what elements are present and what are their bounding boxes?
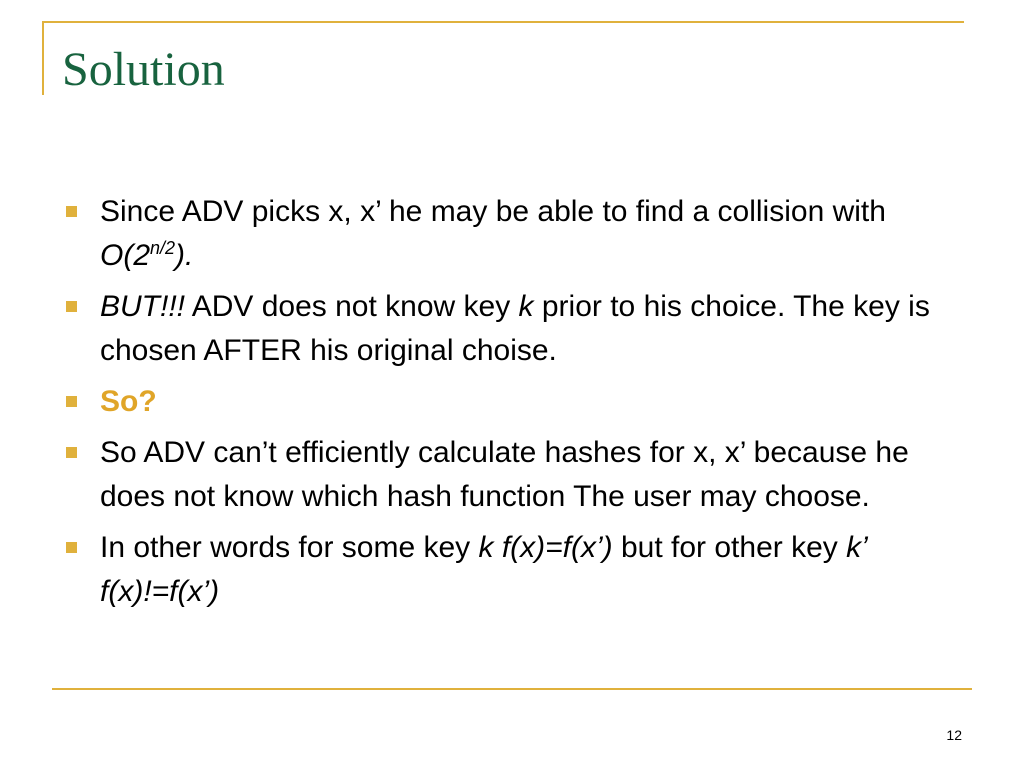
text-run: prior to his choice. The key is chosen AFTER his original choise.	[100, 290, 939, 367]
footer-rule	[52, 688, 972, 690]
slide-title: Solution	[62, 43, 225, 96]
square-bullet-icon	[66, 542, 77, 553]
text-run-italic: k	[518, 290, 534, 323]
title-frame-left-rule	[42, 21, 44, 95]
square-bullet-icon	[66, 206, 77, 217]
bullet-item	[62, 380, 962, 424]
bullet-text	[100, 195, 894, 272]
text-run: but for other key	[612, 531, 847, 564]
title-frame-top-rule	[42, 21, 964, 23]
bullet-text	[100, 290, 938, 367]
bullet-item	[62, 526, 962, 614]
text-run: So ADV can’t efficiently calculate hashes for x, x’ because he does not know which hash function The user may choose.	[100, 436, 918, 513]
text-run-italic: O(2	[100, 239, 151, 272]
bullet-list	[62, 190, 962, 621]
page-number: 12	[946, 727, 962, 743]
text-run: In other words for some key	[100, 531, 479, 564]
text-run-italic: BUT!!!	[100, 290, 186, 323]
text-run: Since ADV picks x, x’ he may be able to find a collision with	[100, 195, 895, 228]
superscript-run: n/2	[150, 238, 176, 258]
bullet-item	[62, 431, 962, 519]
square-bullet-icon	[66, 447, 77, 458]
square-bullet-icon	[66, 396, 77, 407]
text-run-italic: k f(x)=f(x’)	[478, 531, 613, 564]
text-run-italic: ).	[175, 239, 194, 272]
square-bullet-icon	[66, 301, 77, 312]
bullet-text	[100, 436, 917, 513]
emphasis-run: So?	[100, 385, 157, 418]
bullet-item	[62, 285, 962, 373]
bullet-text	[100, 531, 874, 608]
bullet-text	[100, 385, 157, 418]
text-run: ADV does not know key	[185, 290, 519, 323]
bullet-item	[62, 190, 962, 278]
text-run-italic: k’ f(x)!=f(x’)	[100, 531, 875, 608]
